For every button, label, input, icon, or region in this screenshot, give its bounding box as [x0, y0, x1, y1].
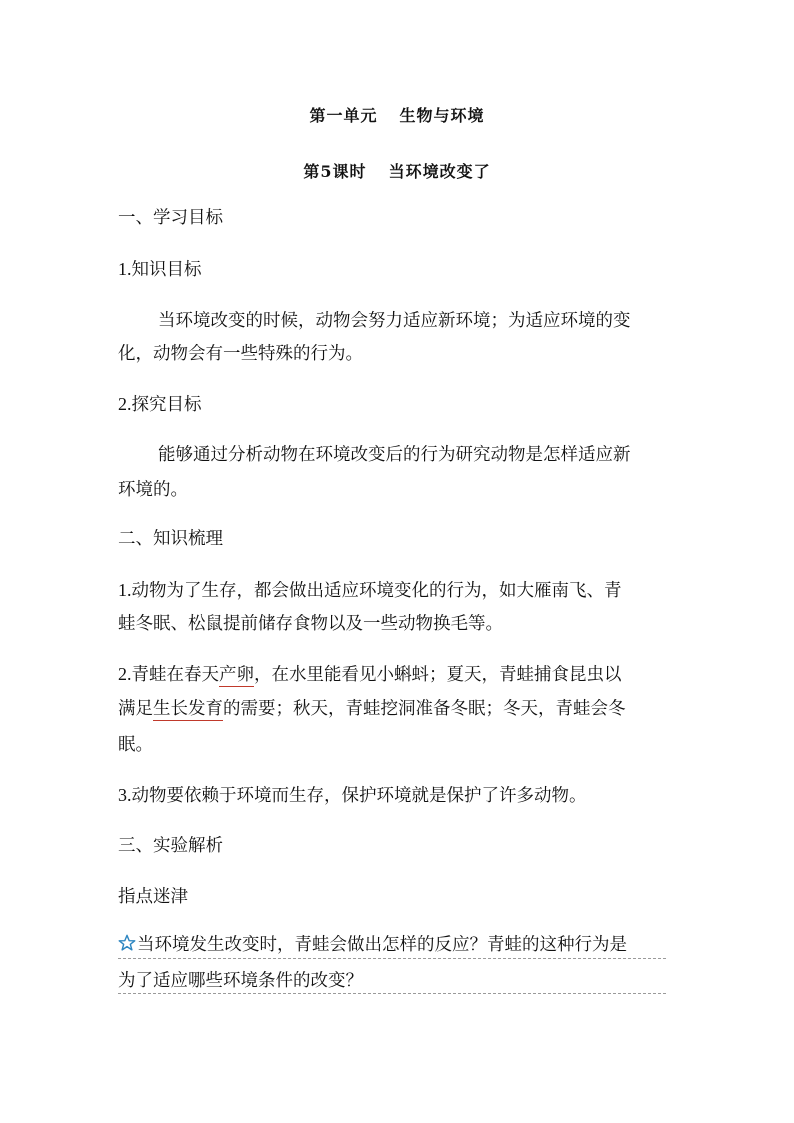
knowledge-item-2-line-1: 2.青蛙在春天产卵，在水里能看见小蝌蚪；夏天，青蛙捕食昆虫以: [118, 664, 622, 685]
star-icon: [118, 934, 136, 952]
lesson-number: 第5课时: [303, 162, 367, 181]
goal-inquiry-text-2: 环境的。: [118, 480, 188, 500]
unit-name: 生物与环境: [399, 106, 485, 125]
knowledge-item-1-line-1: 1.动物为了生存，都会做出适应环境变化的行为，如大雁南飞、青: [118, 580, 622, 601]
unit-number: 第一单元: [309, 106, 378, 125]
goal-inquiry-text-1: 能够通过分析动物在环境改变后的行为研究动物是怎样适应新: [158, 445, 631, 465]
answer-dotted-line-1: [118, 958, 666, 959]
goal-knowledge-heading: 1.知识目标: [118, 259, 202, 280]
knowledge-item-2-line-2: 满足生长发育的需要；秋天，青蛙挖洞准备冬眠；冬天，青蛙会冬: [118, 699, 626, 719]
section-heading-knowledge: 二、知识梳理: [118, 529, 223, 549]
lesson-title: [0, 159, 794, 182]
goal-inquiry-heading: 2.探究目标: [118, 394, 202, 415]
section-heading-experiment: 三、实验解析: [118, 836, 223, 856]
answer-dotted-line-2: [118, 993, 666, 994]
question-line-2: 为了适应哪些环境条件的改变？: [118, 971, 363, 991]
knowledge-item-3: 3.动物要依赖于环境而生存，保护环境就是保护了许多动物。: [118, 785, 587, 806]
underlined-term: 产卵: [219, 665, 254, 685]
unit-title: [0, 103, 794, 126]
underlined-term: 生长发育: [153, 699, 223, 719]
knowledge-item-1-line-2: 蛙冬眠、松鼠提前储存食物以及一些动物换毛等。: [118, 614, 503, 634]
knowledge-item-2-line-3: 眠。: [118, 735, 153, 755]
tip-heading: 指点迷津: [118, 887, 188, 907]
question-line-1: 当环境发生改变时，青蛙会做出怎样的反应？青蛙的这种行为是: [118, 934, 627, 956]
section-heading-goals: 一、学习目标: [118, 208, 223, 228]
lesson-name: 当环境改变了: [388, 162, 491, 181]
goal-knowledge-text-1: 当环境改变的时候，动物会努力适应新环境；为适应环境的变: [158, 311, 631, 331]
goal-knowledge-text-2: 化，动物会有一些特殊的行为。: [118, 344, 363, 364]
